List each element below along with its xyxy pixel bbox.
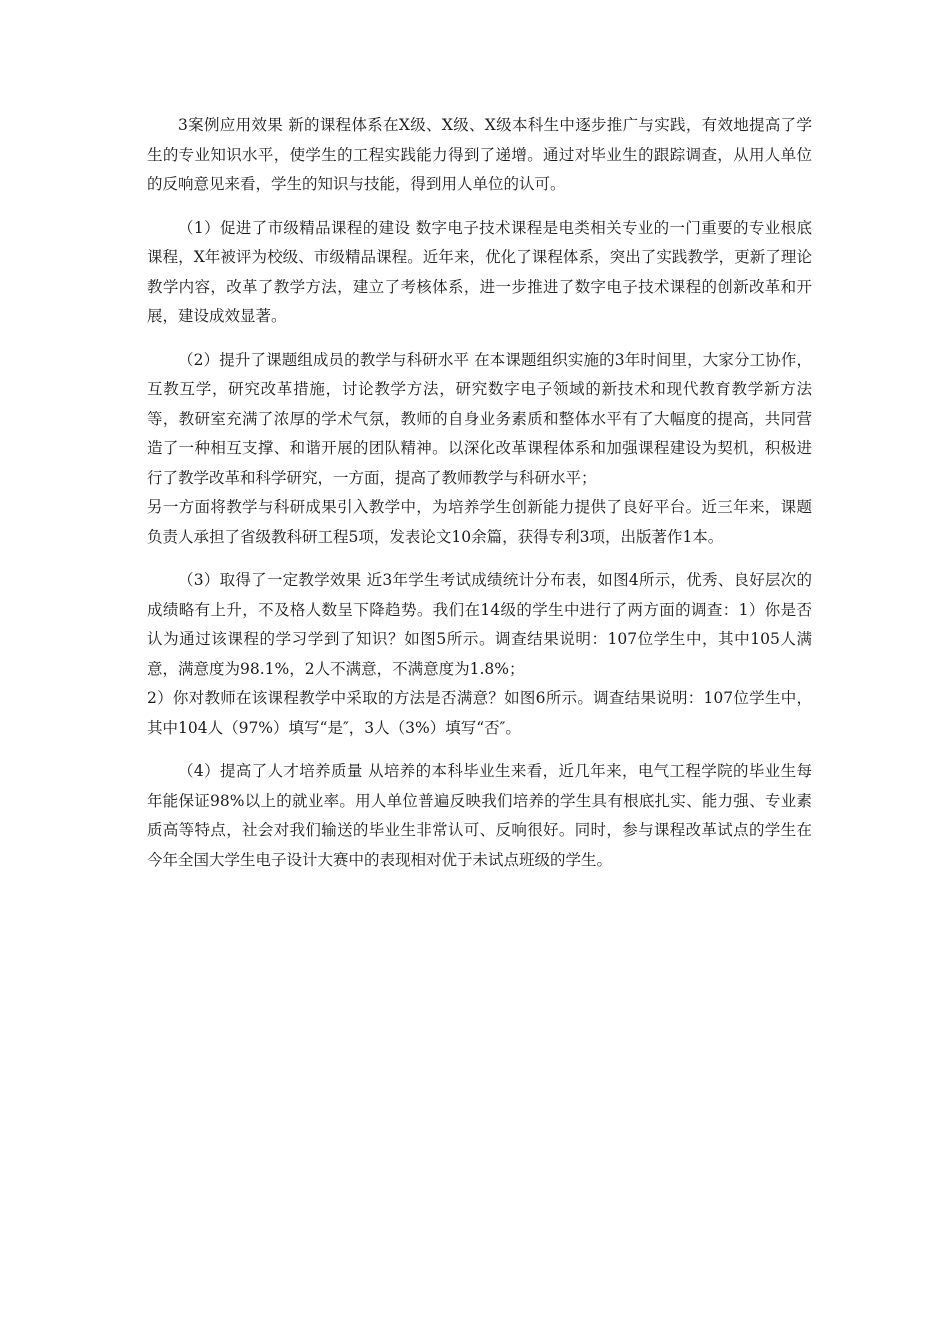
paragraph-point-4: （4）提高了人才培养质量 从培养的本科毕业生来看，近几年来，电气工程学院的毕业生每年能保证98%以上的就业率。用人单位普遍反映我们培养的学生具有根底扎实、能力强、专业素质高等特点，社会对我们输送的毕业生非常认可、反响很好。同时，参与课程改革试点的学生在今年全国大学生电子设计大赛中的表现相对优于未试点班级的学生。: [147, 762, 812, 869]
paragraph-point-3-continued: 2）你对教师在该课程教学中采取的方法是否满意？如图6所示。调查结果说明：107位学生中，其中104人（97%）填写“是″，3人（3%）填写“否″。: [147, 689, 812, 737]
document-body: [147, 111, 812, 875]
paragraph-point-2-continued: 另一方面将教学与科研成果引入教学中，为培养学生创新能力提供了良好平台。近三年来，课题负责人承担了省级教科研工程5项，发表论文10余篇，获得专利3项，出版著作1本。: [147, 498, 812, 546]
paragraph-application-effect: 3案例应用效果 新的课程体系在X级、X级、X级本科生中逐步推广与实践，有效地提高了学生的专业知识水平，使学生的工程实践能力得到了递增。通过对毕业生的跟踪调查，从用人单位的反响意见来看，学生的知识与技能，得到用人单位的认可。: [147, 116, 812, 193]
paragraph-point-3: （3）取得了一定教学效果 近3年学生考试成绩统计分布表，如图4所示，优秀、良好层次的成绩略有上升，不及格人数呈下降趋势。我们在14级的学生中进行了两方面的调查：1）你是否认为通过该课程的学习学到了知识？如图5所示。调查结果说明：107位学生中，其中105人满意，满意度为98.1%，2人不满意，不满意度为1.8%；: [147, 571, 812, 678]
paragraph-point-1: （1）促进了市级精品课程的建设 数字电子技术课程是电类相关专业的一门重要的专业根底课程，X年被评为校级、市级精品课程。近年来，优化了课程体系，突出了实践教学，更新了理论教学内容，改革了教学方法，建立了考核体系，进一步推进了数字电子技术课程的创新改革和开展，建设成效显著。: [147, 218, 812, 325]
paragraph-point-2: （2）提升了课题组成员的教学与科研水平 在本课题组织实施的3年时间里，大家分工协作，互教互学，研究改革措施，讨论教学方法，研究数字电子领域的新技术和现代教育教学新方法等，教研室充满了浓厚的学术气氛，教师的自身业务素质和整体水平有了大幅度的提高，共同营造了一种相互支撑、和谐开展的团队精神。以深化改革课程体系和加强课程建设为契机，积极进行了教学改革和科学研究，一方面，提高了教师教学与科研水平；: [147, 350, 812, 487]
